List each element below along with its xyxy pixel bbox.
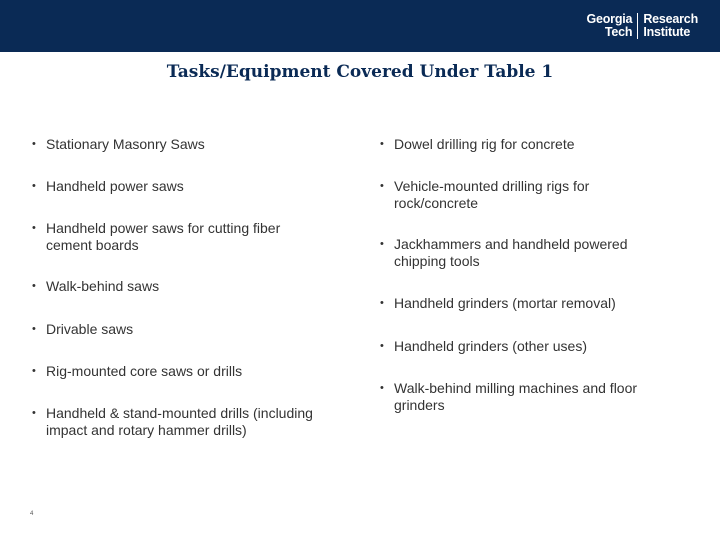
list-item: • Handheld grinders (mortar removal) xyxy=(380,295,616,311)
logo-text-institute: Institute xyxy=(643,25,691,39)
list-item: • Walk-behind saws xyxy=(32,278,160,294)
logo-text-research: Research xyxy=(643,12,698,26)
list-item: • Handheld power saws for cutting fiber cement boards xyxy=(32,220,281,253)
gtri-logo xyxy=(586,13,698,39)
list-item: • Rig-mounted core saws or drills xyxy=(32,363,243,379)
logo-text-tech: Tech xyxy=(604,25,633,39)
header-bar xyxy=(0,0,720,52)
logo-text-georgia: Georgia xyxy=(586,12,633,26)
list-item: • Jackhammers and handheld powered chipping tools xyxy=(380,236,628,269)
slide-title: Tasks/Equipment Covered Under Table 1 xyxy=(166,62,554,82)
list-item: • Vehicle-mounted drilling rigs for rock/concrete xyxy=(380,178,590,211)
list-item: • Handheld grinders (other uses) xyxy=(380,338,587,354)
page-number: 4 xyxy=(30,511,34,517)
list-item: • Drivable saws xyxy=(32,321,134,337)
logo-divider xyxy=(637,13,638,39)
list-item: • Handheld & stand-mounted drills (including impact and rotary hammer drills) xyxy=(32,405,313,438)
list-item: • Stationary Masonry Saws xyxy=(32,136,205,152)
list-item: • Dowel drilling rig for concrete xyxy=(380,136,575,152)
list-item: • Handheld power saws xyxy=(32,178,184,194)
list-item: • Walk-behind milling machines and floor grinders xyxy=(380,380,638,413)
